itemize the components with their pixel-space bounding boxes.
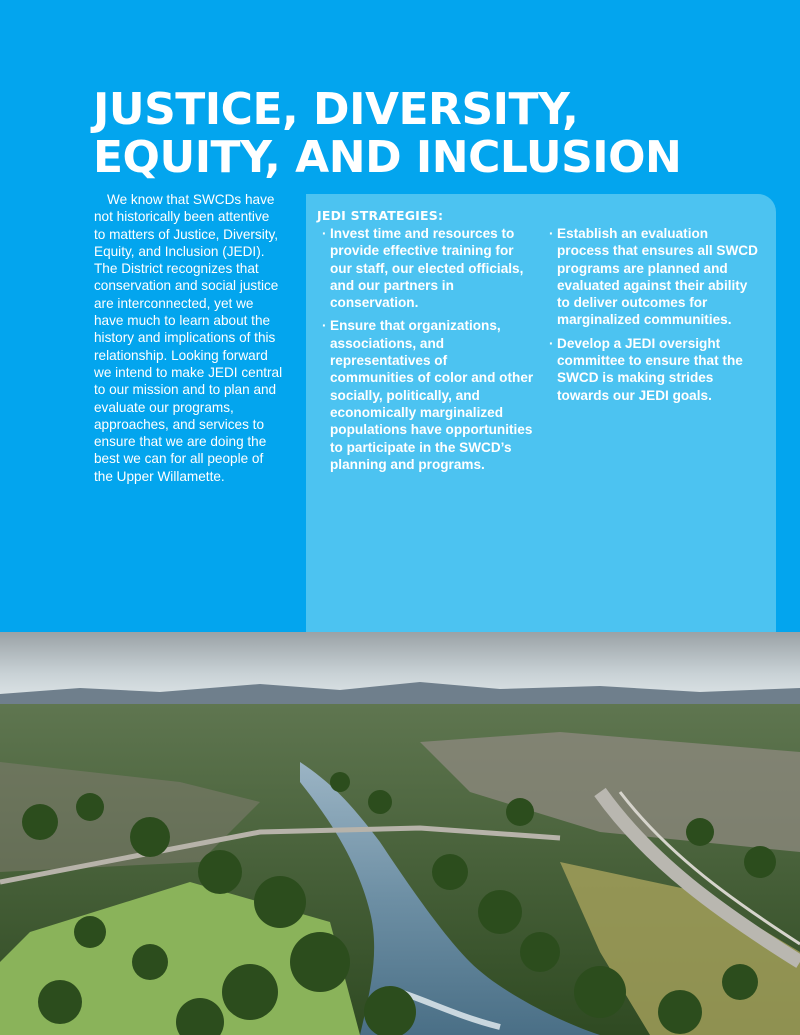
strategies-panel — [306, 194, 776, 632]
strategy-item: · Develop a JEDI oversight committee to ensure that the SWCD is making strides towards our JEDI goals. — [549, 335, 761, 404]
page-title — [93, 86, 773, 182]
strategy-item: · Invest time and resources to provide effective training for our staff, our elected officials, and our partners in conservation. — [322, 225, 534, 311]
strategies-list-right — [549, 225, 761, 410]
strategy-item: · Establish an evaluation process that ensures all SWCD programs are planned and evaluated against their ability to deliver outcomes for marginalized communities. — [549, 225, 761, 329]
intro-paragraph: We know that SWCDs have not historically been attentive to matters of Justice, Diversity, Equity, and Inclusion (JEDI). The District recognizes that conservation and social justice are interconnected, yet we have much to learn about the history and implications of this relationship. Looking forward we intend to make JEDI central to our mission and to plan and evaluate our programs, approaches, and services to ensure that we are doing the best we can for all people of the Upper Willamette. — [94, 192, 283, 484]
title-line-2: EQUITY, AND INCLUSION — [93, 132, 682, 183]
strategies-list-left — [322, 225, 534, 479]
strategy-item: · Ensure that organizations, associations, and representatives of communities of color and other socially, politically, and economically marginalized populations have opportunities to participate in the SWCD’s planning and programs. — [322, 317, 534, 473]
strategies-heading: JEDI STRATEGIES: — [317, 208, 444, 223]
title-line-1: JUSTICE, DIVERSITY, — [93, 84, 579, 135]
aerial-river-photo — [0, 632, 800, 1035]
